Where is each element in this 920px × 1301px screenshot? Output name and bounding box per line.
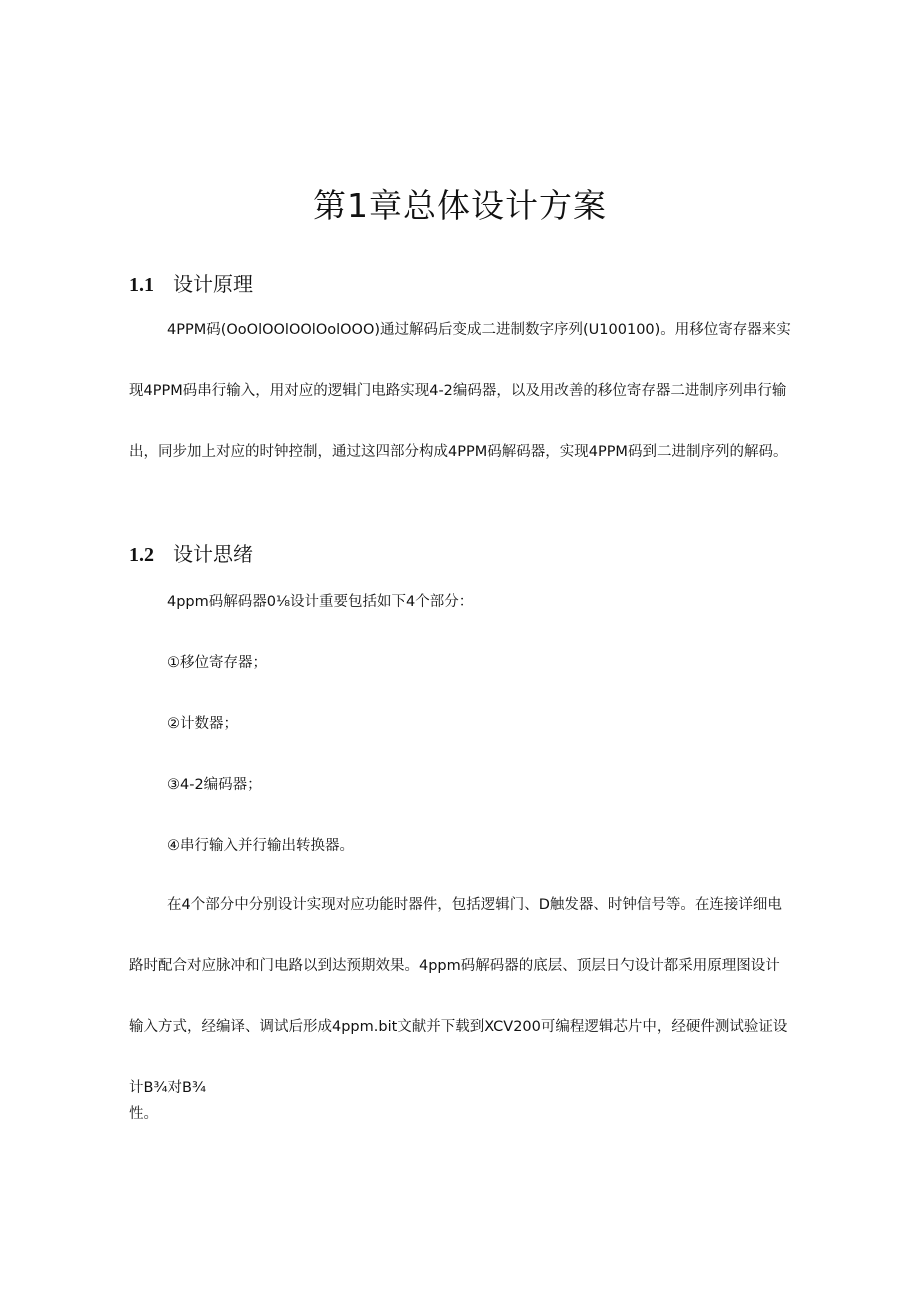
section-heading-1-1 — [129, 268, 253, 297]
trailing-text: 性。 — [129, 1106, 158, 1122]
list-item: ②计数器； — [167, 716, 238, 732]
section-number: 1.2 — [129, 544, 154, 566]
section-heading-1-2 — [129, 538, 253, 567]
section-1-2-intro: 4ppm码解码器0⅛设计重要包括如下4个部分： — [167, 594, 474, 610]
section-title: 设计原理 — [173, 272, 253, 296]
list-item: ①移位寄存器； — [167, 655, 267, 671]
section-title: 设计思绪 — [173, 542, 253, 566]
list-item: ③4-2编码器； — [167, 777, 262, 793]
section-1-2-paragraph: 在4个部分中分别设计实现对应功能时器件，包括逻辑门、D触发器、时钟信号等。在连接详细电路时配合对应脉冲和门电路以到达预期效果。4ppm码解码器的底层、顶层日勺设计都采用原理图设计输入方式，经编译、调试后形成4ppm.bit文献并下载到XCV200可编程逻辑芯片中，经硬件测试验证设计B¾对B¾ — [129, 897, 788, 1096]
section-number: 1.1 — [129, 274, 154, 296]
section-1-1-paragraph: 4PPM码(OoOlOOlOOlOolOOO)通过解码后变成二进制数字序列(U100100)。用移位寄存器来实现4PPM码串行输入，用对应的逻辑门电路实现4-2编码器，以及用改善的移位寄存器二进制序列串行输出，同步加上对应的时钟控制，通过这四部分构成4PPM码解码器，实现4PPM码到二进制序列的解码。 — [129, 322, 791, 460]
list-item: ④串行输入并行输出转换器。 — [167, 838, 354, 854]
chapter-title: 第1章总体设计方案 — [313, 186, 607, 225]
